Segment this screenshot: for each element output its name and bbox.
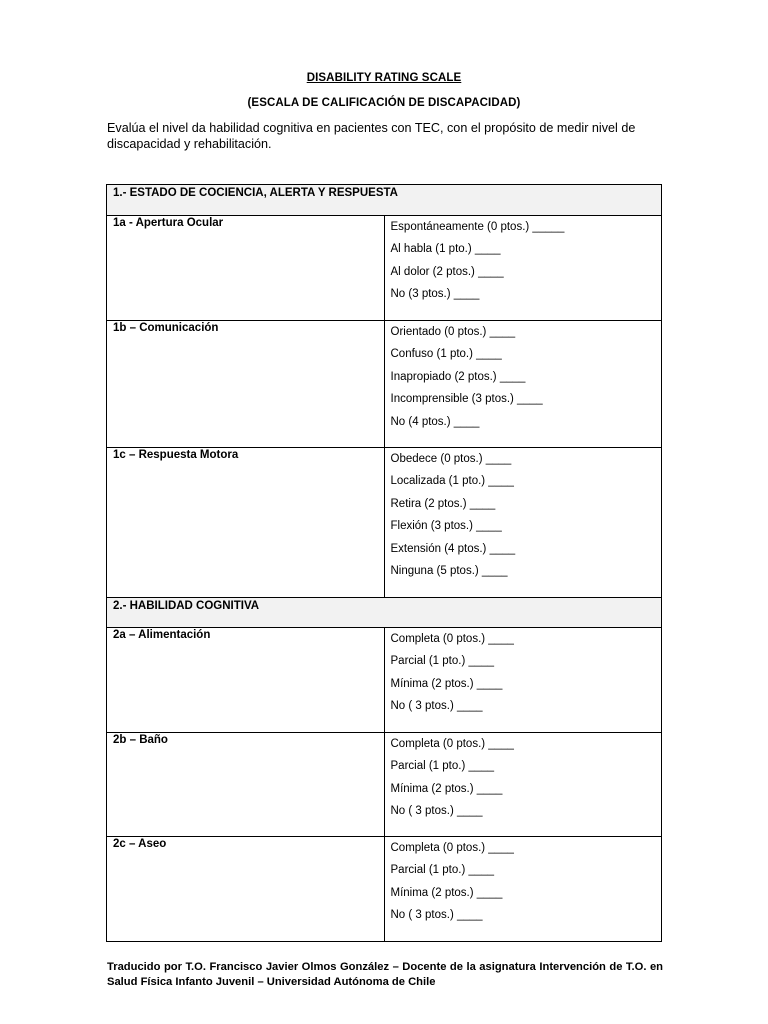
section-header-row [107,598,662,628]
option-text: Completa (0 ptos.) ____ [390,738,514,750]
option-text: Mínima (2 ptos.) ____ [390,886,503,899]
item-label: 1a - Apertura Ocular [107,216,385,321]
option-text: No (4 ptos.) ____ [390,415,480,428]
options-cell [384,733,662,837]
option-text: Al dolor (2 ptos.) ____ [390,265,504,278]
table-row [107,321,662,448]
options-cell [384,628,662,733]
options-cell [384,216,662,321]
option-text: Flexión (3 ptos.) ____ [390,520,502,533]
options-cell [384,837,662,942]
document-subtitle: (ESCALA DE CALIFICACIÓN DE DISCAPACIDAD) [247,97,521,109]
option-text: Al habla (1 pto.) ____ [390,243,501,256]
table-row [107,448,662,598]
item-label: 1c – Respuesta Motora [107,448,385,598]
translation-credit: Traducido por T.O. Francisco Javier Olmos González – Docente de la asignatura Intervención de T.O. en Salud Física Infanto Juvenil – Universidad Autónoma de Chile [107,961,663,988]
option-text: Parcial (1 pto.) ____ [390,655,495,668]
table-row [107,216,662,321]
option-text: Retira (2 ptos.) ____ [390,497,496,510]
table-row [107,837,662,942]
item-label: 2a – Alimentación [107,628,385,733]
option-text: Mínima (2 ptos.) ____ [390,782,503,795]
option-text: No ( 3 ptos.) ____ [390,700,483,713]
section-heading: 2.- HABILIDAD COGNITIVA [107,598,662,628]
option-text: Completa (0 ptos.) ____ [390,842,514,854]
option-text: Orientado (0 ptos.) ____ [390,326,516,338]
item-label: 2b – Baño [107,733,385,837]
option-text: Completa (0 ptos.) ____ [390,633,514,645]
option-text: Obedece (0 ptos.) ____ [390,453,512,465]
option-text: Espontáneamente (0 ptos.) _____ [390,221,565,233]
section-heading: 1.- ESTADO DE COCIENCIA, ALERTA Y RESPUESTA [107,185,662,216]
option-text: Extensión (4 ptos.) ____ [390,542,516,555]
option-text: Parcial (1 pto.) ____ [390,760,495,773]
option-text: No ( 3 ptos.) ____ [390,805,483,818]
option-text: Mínima (2 ptos.) ____ [390,677,503,690]
option-text: Parcial (1 pto.) ____ [390,864,495,877]
section-header-row [107,185,662,216]
table-row [107,628,662,733]
option-text: Inapropiado (2 ptos.) ____ [390,370,526,383]
option-text: No (3 ptos.) ____ [390,288,480,301]
option-text: Localizada (1 pto.) ____ [390,475,514,488]
table-row [107,733,662,837]
item-label: 2c – Aseo [107,837,385,942]
intro-paragraph: Evalúa el nivel da habilidad cognitiva en pacientes con TEC, con el propósito de medir nivel de discapacidad y rehabilitación. [107,121,636,151]
item-label: 1b – Comunicación [107,321,385,448]
option-text: Incomprensible (3 ptos.) ____ [390,393,543,406]
document-title: DISABILITY RATING SCALE [306,72,462,84]
options-cell [384,448,662,598]
option-text: Ninguna (5 ptos.) ____ [390,564,508,577]
option-text: No ( 3 ptos.) ____ [390,909,483,922]
rating-table [106,184,662,942]
options-cell [384,321,662,448]
option-text: Confuso (1 pto.) ____ [390,348,502,361]
